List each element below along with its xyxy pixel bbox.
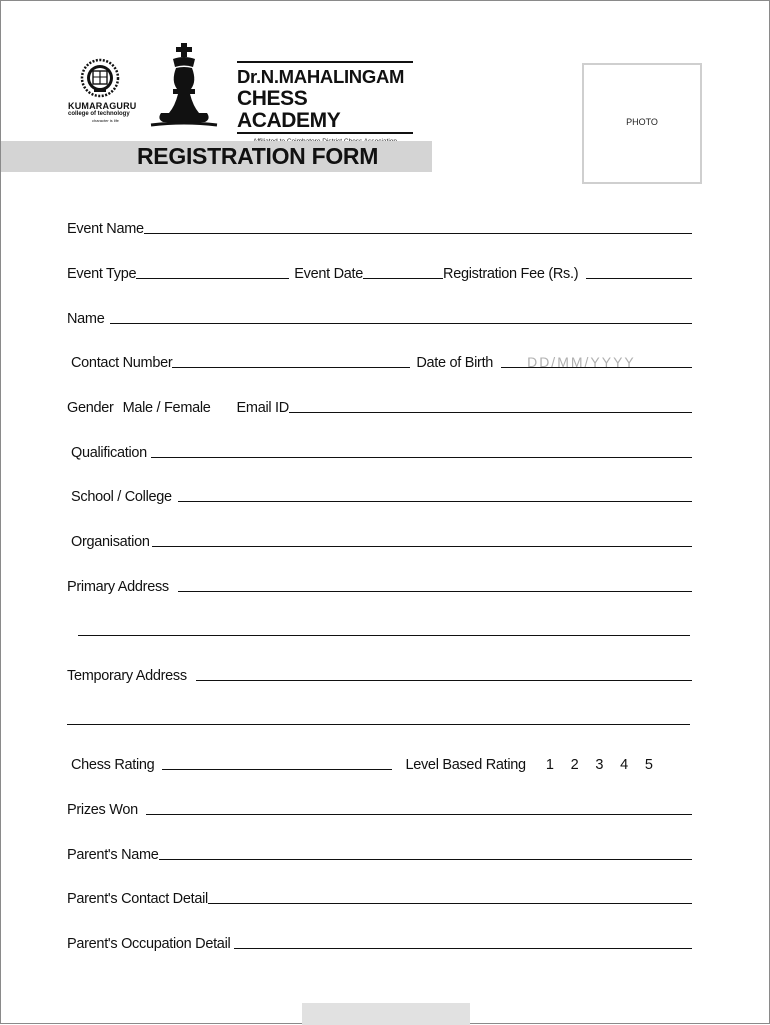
name-row <box>67 309 692 327</box>
date-of-birth-placeholder: DD/MM/YYYY <box>527 354 636 370</box>
footer-tab <box>302 1003 470 1025</box>
level-based-rating-label: Level Based Rating <box>405 757 526 773</box>
date-of-birth-field[interactable] <box>501 354 692 370</box>
school-college-row <box>71 487 692 505</box>
organisation-row <box>71 532 692 550</box>
organisation-field[interactable] <box>152 546 692 547</box>
name-label: Name <box>67 311 105 327</box>
name-field[interactable] <box>110 323 692 324</box>
contact-number-label: Contact Number <box>71 355 173 371</box>
primary-address-field[interactable] <box>178 591 692 592</box>
school-college-label: School / College <box>71 489 172 505</box>
event-type-label: Event Type <box>67 266 137 282</box>
event-name-label: Event Name <box>67 221 144 237</box>
qualification-row <box>71 443 692 461</box>
divider <box>237 132 413 134</box>
date-of-birth-label: Date of Birth <box>416 355 494 371</box>
email-id-field[interactable] <box>289 412 692 413</box>
qualification-field[interactable] <box>151 457 692 458</box>
primary-address-row-2 <box>78 621 690 639</box>
parents-occupation-row <box>67 934 692 952</box>
prizes-won-field[interactable] <box>146 814 692 815</box>
organisation-label: Organisation <box>71 534 150 550</box>
parents-occupation-label: Parent's Occupation Detail <box>67 936 231 952</box>
gender-options[interactable]: Male / Female <box>122 400 211 416</box>
level-option-1[interactable]: 1 <box>545 757 554 773</box>
level-option-4[interactable]: 4 <box>620 757 628 773</box>
temporary-address-row <box>67 666 692 684</box>
event-type-row <box>67 264 692 282</box>
level-options <box>546 757 653 773</box>
primary-address-row <box>67 577 692 595</box>
contact-number-field[interactable] <box>172 367 410 368</box>
photo-box[interactable] <box>582 63 702 184</box>
gender-label: Gender <box>67 400 114 416</box>
qualification-label: Qualification <box>71 445 147 461</box>
primary-address-label: Primary Address <box>67 579 169 595</box>
event-date-field[interactable] <box>363 278 443 279</box>
event-date-label: Event Date <box>294 266 364 282</box>
chess-king-icon <box>147 41 221 129</box>
parents-occupation-field[interactable] <box>234 948 692 949</box>
event-name-field[interactable] <box>144 233 692 234</box>
academy-name <box>237 61 413 145</box>
rating-row <box>71 755 692 773</box>
temporary-address-label: Temporary Address <box>67 668 187 684</box>
school-college-field[interactable] <box>178 501 692 502</box>
gender-email-row <box>67 398 692 416</box>
parents-name-field[interactable] <box>159 859 692 860</box>
level-option-5[interactable]: 5 <box>644 757 653 773</box>
parents-contact-label: Parent's Contact Detail <box>67 891 208 907</box>
form-title: REGISTRATION FORM <box>137 143 379 169</box>
college-tagline: character is life <box>92 118 119 123</box>
level-option-2[interactable]: 2 <box>570 757 579 773</box>
parents-name-row <box>67 845 692 863</box>
college-name <box>68 102 137 123</box>
college-name-subtitle: college of technology <box>68 111 130 117</box>
prizes-won-label: Prizes Won <box>67 802 138 818</box>
photo-label: PHOTO <box>626 117 658 127</box>
event-type-field[interactable] <box>136 278 289 279</box>
chess-rating-field[interactable] <box>162 769 392 770</box>
primary-address-field-line2[interactable] <box>78 635 690 636</box>
college-name-title: KUMARAGURU <box>68 101 137 111</box>
divider <box>237 61 413 63</box>
registration-fee-field[interactable] <box>586 278 692 279</box>
academy-title-line2: CHESS ACADEMY <box>237 87 341 132</box>
email-id-label: Email ID <box>236 400 289 416</box>
temporary-address-field-line2[interactable] <box>67 724 690 725</box>
parents-contact-row <box>67 889 692 907</box>
level-option-3[interactable]: 3 <box>595 757 604 773</box>
parents-contact-field[interactable] <box>208 903 692 904</box>
temporary-address-field[interactable] <box>196 680 692 681</box>
academy-title-line1: Dr.N.MAHALINGAM <box>237 66 405 87</box>
registration-fee-label: Registration Fee (Rs.) <box>443 266 579 282</box>
chess-rating-label: Chess Rating <box>71 757 155 773</box>
parents-name-label: Parent's Name <box>67 847 159 863</box>
event-name-row <box>67 219 692 237</box>
contact-dob-row <box>71 353 692 371</box>
prizes-won-row <box>67 800 692 818</box>
temporary-address-row-2 <box>67 710 690 728</box>
